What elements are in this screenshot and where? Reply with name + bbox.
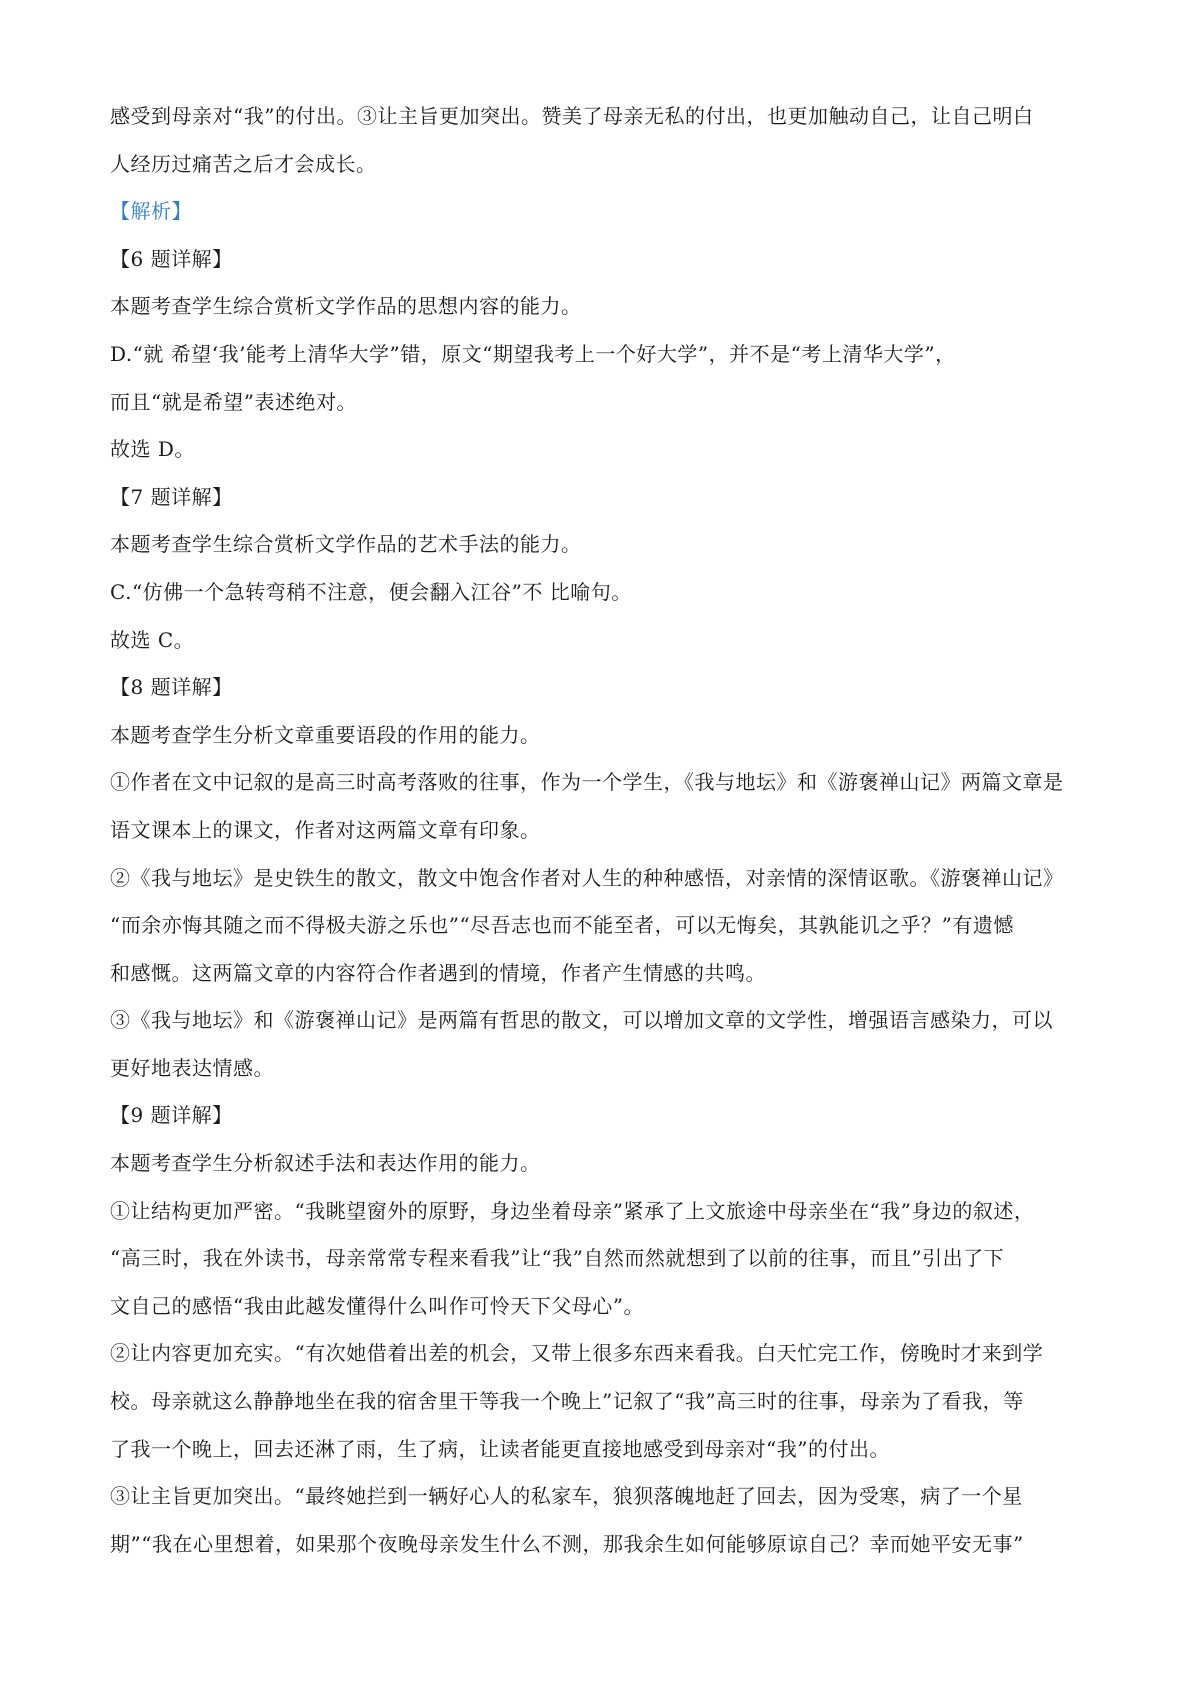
paragraph-line: 了我一个晚上，回去还淋了雨，生了病，让读者能更直接地感受到母亲对“我”的付出。 xyxy=(110,1436,890,1461)
paragraph-line: 而且“就是希望”表述绝对。 xyxy=(110,389,357,414)
paragraph-line: 本题考查学生分析文章重要语段的作用的能力。 xyxy=(110,722,541,747)
paragraph-line: 更好地表达情感。 xyxy=(110,1055,274,1080)
question-9-heading: 【9 题详解】 xyxy=(110,1103,233,1128)
paragraph-line: 本题考查学生综合赏析文学作品的思想内容的能力。 xyxy=(110,294,582,319)
paragraph-line: “而余亦悔其随之而不得极夫游之乐也”“尽吾志也而不能至者，可以无悔矣，其孰能讥之乎？”有遗憾 xyxy=(110,913,1014,938)
paragraph-line: ③《我与地坛》和《游褒禅山记》是两篇有哲思的散文，可以增加文章的文学性，增强语言感染力，可以 xyxy=(110,1008,1053,1033)
paragraph-line: 人经历过痛苦之后才会成长。 xyxy=(110,151,377,176)
paragraph-line: ③让主旨更加突出。“最终她拦到一辆好心人的私家车，狼狈落魄地赶了回去，因为受寒，病了一个星 xyxy=(110,1484,1023,1509)
paragraph-line: D.“就 希望‘我’能考上清华大学”错，原文“期望我考上一个好大学”，并不是“考上清华大学”， xyxy=(110,341,956,366)
question-8-heading: 【8 题详解】 xyxy=(110,675,233,700)
paragraph-line: ①作者在文中记叙的是高三时高考落败的往事，作为一个学生，《我与地坛》和《游褒禅山记》两篇文章是 xyxy=(110,770,1064,795)
analysis-heading: 【解析】 xyxy=(110,199,192,224)
paragraph-line: 校。母亲就这么静静地坐在我的宿舍里干等我一个晚上”记叙了“我”高三时的往事，母亲为了看我，等 xyxy=(110,1389,1024,1414)
document-page xyxy=(110,93,1100,1568)
answer-line: 故选 D。 xyxy=(110,437,195,462)
question-7-heading: 【7 题详解】 xyxy=(110,484,233,509)
paragraph-line: C.“仿佛一个急转弯稍不注意，便会翻入江谷”不 比喻句。 xyxy=(110,579,632,604)
paragraph-line: ①让结构更加严密。“我眺望窗外的原野，身边坐着母亲”紧承了上文旅途中母亲坐在“我”身边的叙述， xyxy=(110,1198,1035,1223)
paragraph-line: 本题考查学生综合赏析文学作品的艺术手法的能力。 xyxy=(110,532,582,557)
paragraph-line: 本题考查学生分析叙述手法和表达作用的能力。 xyxy=(110,1151,541,1176)
paragraph-line: 文自己的感悟“我由此越发懂得什么叫作可怜天下父母心”。 xyxy=(110,1293,644,1318)
paragraph-line: ②让内容更加充实。“有次她借着出差的机会，又带上很多东西来看我。白天忙完工作，傍晚时才来到学 xyxy=(110,1341,1044,1366)
paragraph-line: ②《我与地坛》是史铁生的散文，散文中饱含作者对人生的种种感悟，对亲情的深情讴歌。《游褒禅山记》 xyxy=(110,865,1064,890)
paragraph-line: 感受到母亲对“我”的付出。③让主旨更加突出。赞美了母亲无私的付出，也更加触动自己，让自己明白 xyxy=(110,104,1034,128)
paragraph-line: 语文课本上的课文，作者对这两篇文章有印象。 xyxy=(110,817,541,842)
answer-line: 故选 C。 xyxy=(110,627,195,652)
question-6-heading: 【6 题详解】 xyxy=(110,246,233,271)
paragraph-line: 和感慨。这两篇文章的内容符合作者遇到的情境，作者产生情感的共鸣。 xyxy=(110,960,766,985)
paragraph-line: “高三时，我在外读书，母亲常常专程来看我”让“我”自然而然就想到了以前的往事，而且”引出了下 xyxy=(110,1246,1005,1271)
paragraph-line: 期”“我在心里想着，如果那个夜晚母亲发生什么不测，那我余生如何能够原谅自己？幸而她平安无事” xyxy=(110,1531,1024,1556)
